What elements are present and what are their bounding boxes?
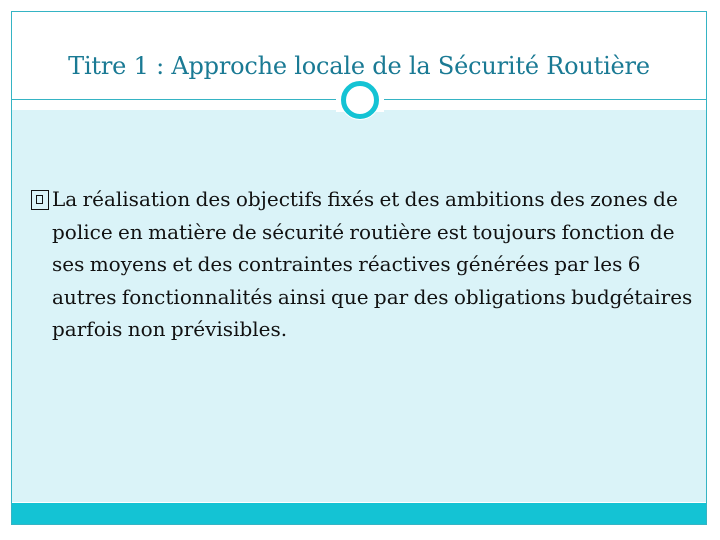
bullet-text: La réalisation des objectifs fixés et des ambitions des zones de police en matière de sécurité routière est toujours fonction de ses moyens et des contraintes réactives générées par les 6 autres fonctionnalités ainsi que par des obligations budgétaires parfois non prévisibles. — [52, 187, 693, 341]
circle-ornament-icon — [341, 81, 379, 119]
missing-glyph-box-icon — [31, 190, 49, 210]
list-item — [31, 183, 696, 346]
slide-title: Titre 1 : Approche locale de la Sécurité Routière — [68, 52, 650, 80]
bullet-list — [31, 183, 696, 346]
bottom-accent-bar — [12, 503, 706, 524]
